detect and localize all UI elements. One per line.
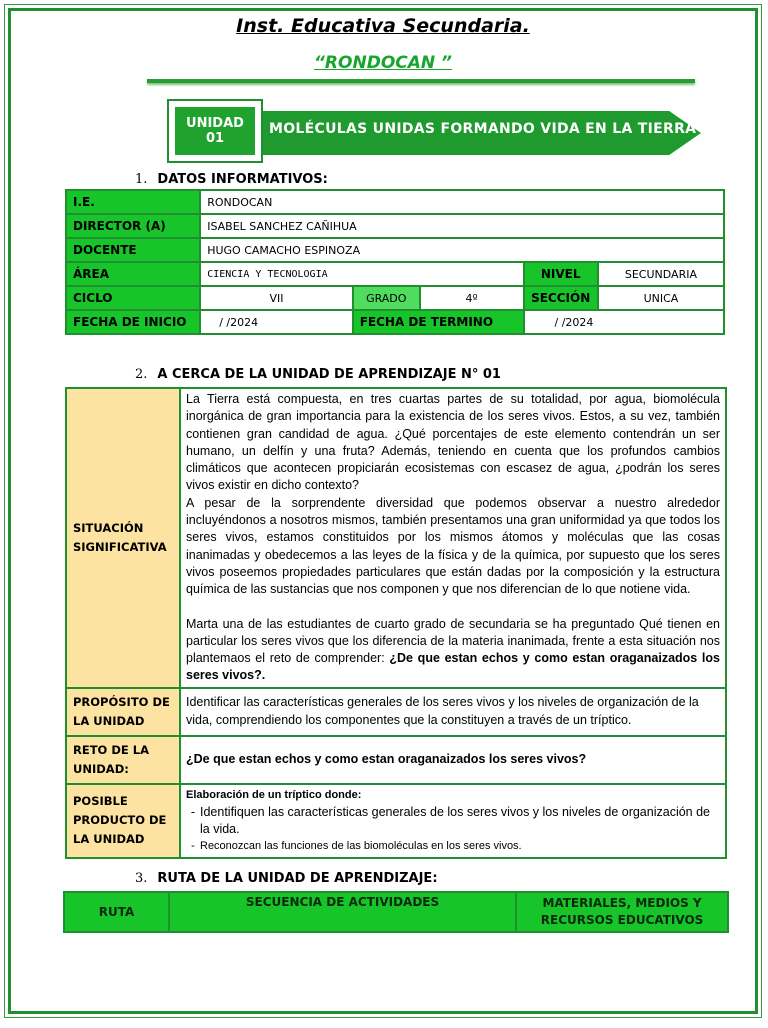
seccion-value: UNICA bbox=[599, 287, 723, 309]
list-item: - Reconozcan las funciones de las biomoléculas en los seres vivos. bbox=[191, 840, 522, 853]
nivel-value: SECUNDARIA bbox=[599, 263, 723, 285]
producto-label: POSIBLE PRODUCTO DE LA UNIDAD bbox=[67, 785, 179, 857]
section-heading-datos: 1. DATOS INFORMATIVOS: bbox=[135, 172, 328, 187]
area-value: CIENCIA Y TECNOLOGIA bbox=[201, 263, 522, 285]
unit-label: UNIDAD bbox=[186, 116, 244, 131]
document-page bbox=[4, 4, 762, 1018]
unit-title: MOLÉCULAS UNIDAS FORMANDO VIDA EN LA TIERRA bbox=[269, 121, 697, 137]
table-row bbox=[67, 287, 723, 309]
director-value: ISABEL SANCHEZ CAÑIHUA bbox=[201, 215, 723, 237]
ruta-header: RUTA bbox=[65, 893, 168, 931]
seccion-label: SECCIÓN bbox=[525, 287, 597, 309]
materiales-header: MATERIALES, MEDIOS Y RECURSOS EDUCATIVOS bbox=[517, 893, 727, 931]
proposito-text: Identificar las características generales de los seres vivos y los niveles de organización de la vida, comprendiendo los componentes que la constituyen a través de un tríptico. bbox=[181, 689, 725, 735]
table-row bbox=[67, 263, 723, 285]
ruta-table bbox=[63, 891, 729, 933]
list-item: - Identifiquen las características generales de los seres vivos y los niveles de organización de la vida. bbox=[190, 805, 710, 837]
table-row bbox=[67, 311, 723, 333]
reto-label: RETO DE LA UNIDAD: bbox=[67, 737, 179, 783]
secuencia-header: SECUENCIA DE ACTIVIDADES bbox=[170, 893, 515, 931]
table-row bbox=[67, 215, 723, 237]
table-row bbox=[67, 191, 723, 213]
section-heading-acerca: 2. A CERCA DE LA UNIDAD DE APRENDIZAJE N° 01 bbox=[135, 367, 501, 382]
fecha-termino-value: / /2024 bbox=[525, 311, 724, 333]
ie-label: I.E. bbox=[67, 191, 199, 213]
fecha-inicio-label: FECHA DE INICIO bbox=[67, 311, 199, 333]
proposito-label: PROPÓSITO DE LA UNIDAD bbox=[67, 689, 179, 735]
header-divider bbox=[147, 79, 695, 83]
situacion-label: SITUACIÓN SIGNIFICATIVA bbox=[67, 389, 179, 687]
unit-number-box bbox=[167, 99, 263, 163]
grado-label: GRADO bbox=[354, 287, 419, 309]
table-row bbox=[67, 389, 725, 687]
fecha-termino-label: FECHA DE TERMINO bbox=[354, 311, 523, 333]
nivel-label: NIVEL bbox=[525, 263, 597, 285]
ciclo-value: VII bbox=[201, 287, 352, 309]
table-row bbox=[67, 689, 725, 735]
school-name: “RONDOCAN ” bbox=[313, 53, 452, 73]
producto-heading: Elaboración de un tríptico donde: bbox=[186, 788, 362, 801]
situacion-text: La Tierra está compuesta, en tres cuartas partes de su totalidad, por agua, biomolécula inorgánica de gran importancia para la existencia de los seres vivos. Estos, a su vez, también contienen gran candidad de agua. ¿Qué porcentajes de este elemento contendrán un ser humano, un delfín y una fruta? Además, teniendo en cuenta que los profundos cambios climáticos que acontecen propiciarán ecosistemas con escasez de agua, ¿podrán los seres vivos existir en dicho contexto? A pesar de la sorprendente diversidad que podemos observar a nuestro alrededor incluyéndonos a nosotros mismos, también presentamos una gran uniformidad ya que todos los seres vivos, estamos constituidos por los mismos átomos y moléculas que las cosas inanimadas y obedecemos a las leyes de la física y de la química, por supuesto que los seres vivos poseemos propiedades particulares que están dadas por la composición y la estructura química de las sustancias que nos componen y que nos diferencian de lo que notiene vida. Marta una de las estudiantes de cuarto grado de secundaria se ha preguntado Qué tienen en particular los seres vivos que los diferencia de la materia inanimada, frente a esta situación nos plantemaos el reto de comprender: ¿De que estan echos y como estan oraganaizados los seres vivos?. bbox=[181, 389, 725, 687]
docente-value: HUGO CAMACHO ESPINOZA bbox=[201, 239, 723, 261]
table-row bbox=[67, 785, 725, 857]
grado-value: 4º bbox=[421, 287, 523, 309]
docente-label: DOCENTE bbox=[67, 239, 199, 261]
reto-text: ¿De que estan echos y como estan oraganaizados los seres vivos? bbox=[181, 737, 725, 783]
ie-value: RONDOCAN bbox=[201, 191, 723, 213]
table-row bbox=[65, 893, 727, 931]
unit-number: 01 bbox=[205, 131, 225, 146]
fecha-inicio-value: / /2024 bbox=[201, 311, 352, 333]
table-row bbox=[67, 239, 723, 261]
producto-text bbox=[181, 785, 725, 857]
section-heading-ruta: 3. RUTA DE LA UNIDAD DE APRENDIZAJE: bbox=[135, 871, 438, 886]
ciclo-label: CICLO bbox=[67, 287, 199, 309]
area-label: ÁREA bbox=[67, 263, 199, 285]
table-row bbox=[67, 737, 725, 783]
unidad-aprendizaje-table bbox=[65, 387, 727, 859]
datos-informativos-table bbox=[65, 189, 725, 335]
director-label: DIRECTOR (A) bbox=[67, 215, 199, 237]
institution-title: Inst. Educativa Secundaria. bbox=[236, 15, 530, 37]
